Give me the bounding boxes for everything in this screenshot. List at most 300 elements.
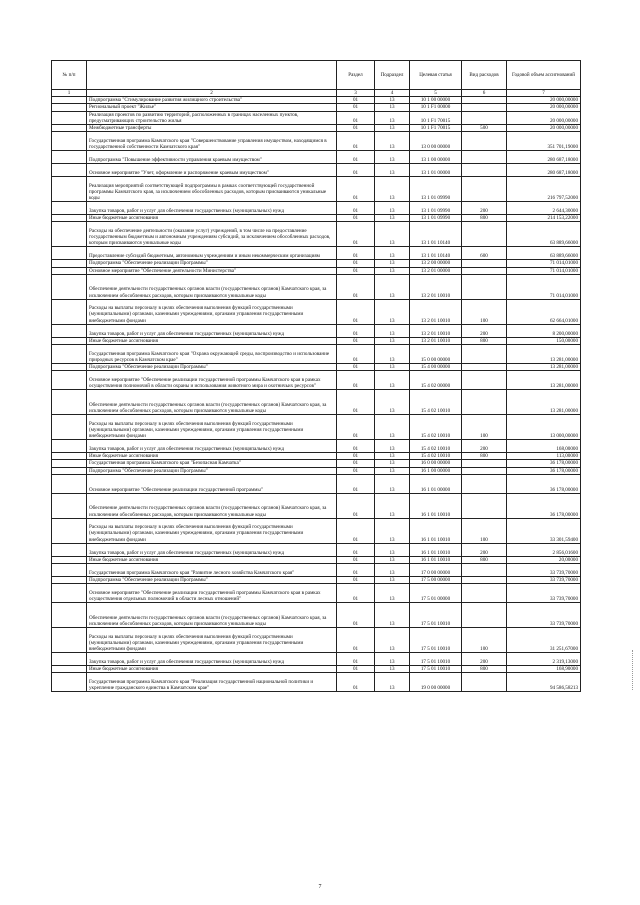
cell-subsection: 13 xyxy=(375,111,410,124)
cell-section: 01 xyxy=(337,628,375,653)
cell-expense-type: 100 xyxy=(462,299,507,324)
cell-amount: 2 319,13000 xyxy=(507,653,581,666)
cell-name: Обеспечение деятельности государственных органов власти (государственных органов) Камчатского края, за исключением обособленных расходов, которым присваиваются уникальные коды xyxy=(87,390,337,415)
cell-amount: 13 000,00000 xyxy=(507,415,581,440)
cell-subsection: 13 xyxy=(375,556,410,563)
cell-num xyxy=(52,247,87,260)
table-row xyxy=(52,125,581,132)
cell-section: 01 xyxy=(337,125,375,132)
table-row xyxy=(52,415,581,440)
cell-num xyxy=(52,164,87,177)
column-number-row xyxy=(52,90,581,97)
table-row xyxy=(52,177,581,202)
table-row xyxy=(52,603,581,628)
cell-subsection: 13 xyxy=(375,151,410,164)
cell-name: Обеспечение деятельности государственных органов власти (государственных органов) Камчатского края, за исключением обособленных расходов, которым присваиваются уникальные коды xyxy=(87,603,337,628)
table-row xyxy=(52,164,581,177)
cell-target-article: 13 2 01 10010 xyxy=(410,337,462,344)
cell-target-article: 13 2 01 10010 xyxy=(410,299,462,324)
cell-subsection: 13 xyxy=(375,202,410,215)
table-row xyxy=(52,132,581,151)
cell-name: Государственная программа Камчатского края "Безопасная Камчатка" xyxy=(87,460,337,467)
cell-expense-type: 800 xyxy=(462,337,507,344)
cell-expense-type xyxy=(462,493,507,518)
col-header-expense-type: Вид расходов xyxy=(462,61,507,90)
cell-amount: 20,00000 xyxy=(507,556,581,563)
cell-expense-type xyxy=(462,151,507,164)
table-header-row xyxy=(52,61,581,90)
cell-target-article: 13 2 00 00000 xyxy=(410,260,462,267)
cell-section: 01 xyxy=(337,164,375,177)
cell-name: Основное мероприятие "Обеспечение деятельности Министерства" xyxy=(87,267,337,274)
cell-target-article: 10 1 F1 70015 xyxy=(410,111,462,124)
cell-section: 01 xyxy=(337,267,375,274)
cell-subsection: 13 xyxy=(375,577,410,584)
table-row xyxy=(52,260,581,267)
cell-name: Реализация мероприятий соответствующей подпрограммы в рамках соответствующей государственной программы Камчатского края, за исключением обособленных расходов, которым присваиваются уникальные коды xyxy=(87,177,337,202)
table-row xyxy=(52,364,581,371)
cell-num xyxy=(52,337,87,344)
cell-subsection: 13 xyxy=(375,364,410,371)
cell-target-article: 10 1 F1 70015 xyxy=(410,125,462,132)
cell-name: Подпрограмма "Обеспечение реализации Программы" xyxy=(87,364,337,371)
cell-amount: 2 644,30000 xyxy=(507,202,581,215)
table-row xyxy=(52,584,581,603)
cell-num xyxy=(52,415,87,440)
table-row xyxy=(52,673,581,692)
cell-subsection: 13 xyxy=(375,177,410,202)
cell-expense-type xyxy=(462,603,507,628)
cell-expense-type: 200 xyxy=(462,202,507,215)
cell-expense-type: 800 xyxy=(462,666,507,673)
table-row xyxy=(52,628,581,653)
cell-expense-type xyxy=(462,577,507,584)
cell-name: Закупка товаров, работ и услуг для обеспечения государственных (муниципальных) нужд xyxy=(87,440,337,453)
cell-target-article: 16 1 01 10010 xyxy=(410,543,462,556)
cell-num xyxy=(52,202,87,215)
cell-section: 01 xyxy=(337,345,375,364)
cell-num xyxy=(52,577,87,584)
cell-section: 01 xyxy=(337,673,375,692)
cell-expense-type xyxy=(462,260,507,267)
cell-num xyxy=(52,673,87,692)
cell-amount: 20 000,00000 xyxy=(507,111,581,124)
table-row xyxy=(52,324,581,337)
cell-subsection: 13 xyxy=(375,453,410,460)
cell-expense-type xyxy=(462,460,507,467)
col-num: 1 xyxy=(52,90,87,97)
cell-target-article: 15 4 02 10010 xyxy=(410,453,462,460)
table-row xyxy=(52,202,581,215)
cell-target-article: 17 5 01 10010 xyxy=(410,603,462,628)
col-header-annual-amount: Годовой объем ассигнований xyxy=(507,61,581,90)
cell-target-article: 13 1 01 10140 xyxy=(410,247,462,260)
cell-section: 01 xyxy=(337,453,375,460)
cell-section: 01 xyxy=(337,460,375,467)
cell-section: 01 xyxy=(337,260,375,267)
cell-expense-type xyxy=(462,371,507,390)
cell-subsection: 13 xyxy=(375,518,410,543)
cell-name: Закупка товаров, работ и услуг для обеспечения государственных (муниципальных) нужд xyxy=(87,653,337,666)
cell-name: Подпрограмма "Обеспечение реализации Программы" xyxy=(87,577,337,584)
cell-subsection: 13 xyxy=(375,493,410,518)
cell-amount: 63 889,66000 xyxy=(507,247,581,260)
cell-expense-type xyxy=(462,177,507,202)
cell-amount: 13 281,00000 xyxy=(507,364,581,371)
cell-amount: 20 000,00000 xyxy=(507,125,581,132)
budget-table xyxy=(51,60,581,692)
cell-section: 01 xyxy=(337,474,375,493)
cell-num xyxy=(52,364,87,371)
table-row xyxy=(52,247,581,260)
cell-target-article: 13 1 01 09990 xyxy=(410,177,462,202)
cell-target-article: 16 1 01 10010 xyxy=(410,556,462,563)
cell-subsection: 13 xyxy=(375,603,410,628)
cell-expense-type xyxy=(462,104,507,111)
table-row xyxy=(52,274,581,299)
cell-section: 01 xyxy=(337,222,375,247)
cell-section: 01 xyxy=(337,247,375,260)
cell-name: Иные бюджетные ассигнования xyxy=(87,215,337,222)
cell-subsection: 13 xyxy=(375,467,410,474)
cell-target-article: 16 1 01 10010 xyxy=(410,518,462,543)
cell-num xyxy=(52,151,87,164)
cell-section: 01 xyxy=(337,132,375,151)
cell-amount: 280 687,18000 xyxy=(507,164,581,177)
cell-name: Государственная программа Камчатского края "Охрана окружающей среды, воспроизводство и использование природных ресурсов в Камчатском крае" xyxy=(87,345,337,364)
budget-table-page xyxy=(51,60,580,692)
cell-expense-type: 500 xyxy=(462,125,507,132)
cell-target-article: 15 0 00 00000 xyxy=(410,345,462,364)
cell-target-article: 17 5 01 10010 xyxy=(410,628,462,653)
table-row xyxy=(52,453,581,460)
cell-target-article: 16 1 01 10010 xyxy=(410,493,462,518)
cell-subsection: 13 xyxy=(375,474,410,493)
cell-num xyxy=(52,460,87,467)
cell-section: 01 xyxy=(337,151,375,164)
table-row xyxy=(52,493,581,518)
cell-target-article: 17 5 01 00000 xyxy=(410,584,462,603)
table-row xyxy=(52,371,581,390)
table-row xyxy=(52,215,581,222)
cell-target-article: 15 4 02 10010 xyxy=(410,390,462,415)
cell-num xyxy=(52,543,87,556)
cell-num xyxy=(52,666,87,673)
cell-num xyxy=(52,653,87,666)
cell-section: 01 xyxy=(337,371,375,390)
cell-amount: 150,00000 xyxy=(507,337,581,344)
cell-section: 01 xyxy=(337,324,375,337)
col-header-section: Раздел xyxy=(337,61,375,90)
cell-expense-type xyxy=(462,584,507,603)
cell-target-article: 15 4 02 10010 xyxy=(410,440,462,453)
cell-target-article: 13 2 01 10010 xyxy=(410,324,462,337)
cell-target-article: 19 0 00 00000 xyxy=(410,673,462,692)
col-num: 6 xyxy=(462,90,507,97)
table-row xyxy=(52,666,581,673)
cell-subsection: 13 xyxy=(375,666,410,673)
cell-subsection: 13 xyxy=(375,215,410,222)
cell-name: Иные бюджетные ассигнования xyxy=(87,556,337,563)
cell-num xyxy=(52,564,87,577)
cell-subsection: 13 xyxy=(375,267,410,274)
cell-section: 01 xyxy=(337,390,375,415)
cell-section: 01 xyxy=(337,111,375,124)
cell-name: Региональный проект "Жилье" xyxy=(87,104,337,111)
cell-amount: 216 797,52000 xyxy=(507,177,581,202)
col-num: 3 xyxy=(337,90,375,97)
cell-target-article: 16 1 01 00000 xyxy=(410,474,462,493)
cell-amount: 71 014,01000 xyxy=(507,260,581,267)
cell-name: Иные бюджетные ассигнования xyxy=(87,666,337,673)
cell-target-article: 13 1 01 09990 xyxy=(410,215,462,222)
cell-name: Обеспечение деятельности государственных органов власти (государственных органов) Камчатского края, за исключением обособленных расходов, которым присваиваются уникальные коды xyxy=(87,493,337,518)
cell-subsection: 13 xyxy=(375,222,410,247)
cell-num xyxy=(52,584,87,603)
cell-amount: 351 701,19000 xyxy=(507,132,581,151)
cell-num xyxy=(52,299,87,324)
table-row xyxy=(52,460,581,467)
cell-subsection: 13 xyxy=(375,299,410,324)
table-body xyxy=(52,97,581,692)
cell-expense-type xyxy=(462,345,507,364)
cell-target-article: 13 2 01 00000 xyxy=(410,267,462,274)
cell-expense-type: 800 xyxy=(462,215,507,222)
cell-section: 01 xyxy=(337,666,375,673)
cell-amount: 31 251,67000 xyxy=(507,628,581,653)
cell-name: Подпрограмма "Повышение эффективности управления краевым имуществом" xyxy=(87,151,337,164)
cell-name: Государственная программа Камчатского края "Совершенствование управления имуществом, находящимся в государственной собственности Камчатского края" xyxy=(87,132,337,151)
cell-target-article: 17 0 00 00000 xyxy=(410,564,462,577)
cell-subsection: 13 xyxy=(375,673,410,692)
cell-expense-type: 200 xyxy=(462,653,507,666)
cell-subsection: 13 xyxy=(375,132,410,151)
cell-name: Расходы на выплаты персоналу в целях обеспечения выполнения функций государственными (муниципальными) органами, казенными учреждениями, органами управления государственными внебюджетными фондами xyxy=(87,299,337,324)
cell-amount: 33 301,59400 xyxy=(507,518,581,543)
cell-num xyxy=(52,467,87,474)
cell-expense-type: 100 xyxy=(462,518,507,543)
cell-expense-type: 800 xyxy=(462,556,507,563)
cell-amount: 13 281,00000 xyxy=(507,390,581,415)
cell-num xyxy=(52,371,87,390)
cell-name: Основное мероприятие "Обеспечение реализации государственной программы Камчатского края в рамках осуществления полномочий в области охраны и использования животного мира и охотничьих ресурсов" xyxy=(87,371,337,390)
cell-num xyxy=(52,104,87,111)
cell-name: Иные бюджетные ассигнования xyxy=(87,453,337,460)
cell-amount: 36 178,00000 xyxy=(507,467,581,474)
cell-subsection: 13 xyxy=(375,337,410,344)
cell-expense-type: 200 xyxy=(462,543,507,556)
cell-target-article: 17 5 01 10010 xyxy=(410,666,462,673)
cell-expense-type xyxy=(462,364,507,371)
cell-target-article: 10 1 00 00000 xyxy=(410,97,462,104)
cell-amount: 2 856,01600 xyxy=(507,543,581,556)
cell-name: Расходы на выплаты персоналу в целях обеспечения выполнения функций государственными (муниципальными) органами, казенными учреждениями, органами управления государственными внебюджетными фондами xyxy=(87,415,337,440)
cell-subsection: 13 xyxy=(375,440,410,453)
cell-amount: 13 281,00000 xyxy=(507,345,581,364)
table-row xyxy=(52,104,581,111)
cell-num xyxy=(52,493,87,518)
cell-expense-type: 100 xyxy=(462,415,507,440)
cell-amount: 33 739,70000 xyxy=(507,577,581,584)
cell-target-article: 13 1 01 10140 xyxy=(410,222,462,247)
cell-section: 01 xyxy=(337,337,375,344)
cell-section: 01 xyxy=(337,215,375,222)
cell-name: Иные бюджетные ассигнования xyxy=(87,337,337,344)
cell-section: 01 xyxy=(337,299,375,324)
table-row xyxy=(52,518,581,543)
cell-num xyxy=(52,518,87,543)
cell-amount: 214 153,22000 xyxy=(507,215,581,222)
col-header-name xyxy=(87,61,337,90)
cell-section: 01 xyxy=(337,467,375,474)
col-num: 5 xyxy=(410,90,462,97)
cell-expense-type xyxy=(462,474,507,493)
cell-subsection: 13 xyxy=(375,345,410,364)
cell-expense-type: 600 xyxy=(462,247,507,260)
cell-name: Основное мероприятие "Учет, оформление и распоряжение краевым имуществом" xyxy=(87,164,337,177)
table-row xyxy=(52,474,581,493)
cell-section: 01 xyxy=(337,274,375,299)
cell-target-article: 15 4 00 00000 xyxy=(410,364,462,371)
cell-amount: 33 739,70000 xyxy=(507,564,581,577)
cell-amount: 71 014,01000 xyxy=(507,267,581,274)
cell-name: Предоставление субсидий бюджетным, автономным учреждениям и иным некоммерческим организациям xyxy=(87,247,337,260)
cell-target-article: 17 5 00 00000 xyxy=(410,577,462,584)
cell-subsection: 13 xyxy=(375,104,410,111)
cell-section: 01 xyxy=(337,603,375,628)
cell-section: 01 xyxy=(337,177,375,202)
cell-subsection: 13 xyxy=(375,97,410,104)
cell-section: 01 xyxy=(337,493,375,518)
cell-section: 01 xyxy=(337,518,375,543)
cell-amount: 20 000,00000 xyxy=(507,97,581,104)
cell-name: Подпрограмма "Обеспечение реализации Программы" xyxy=(87,467,337,474)
cell-target-article: 15 4 02 10010 xyxy=(410,415,462,440)
cell-name: Обеспечение деятельности государственных органов власти (государственных органов) Камчатского края, за исключением обособленных расходов, которым присваиваются уникальные коды xyxy=(87,274,337,299)
cell-name: Закупка товаров, работ и услуг для обеспечения государственных (муниципальных) нужд xyxy=(87,543,337,556)
table-row xyxy=(52,267,581,274)
table-row xyxy=(52,390,581,415)
cell-section: 01 xyxy=(337,97,375,104)
cell-expense-type xyxy=(462,564,507,577)
cell-expense-type xyxy=(462,267,507,274)
cell-name: Расходы на выплаты персоналу в целях обеспечения выполнения функций государственными (муниципальными) органами, казенными учреждениями, органами управления государственными внебюджетными фондами xyxy=(87,628,337,653)
table-row xyxy=(52,337,581,344)
cell-name: Расходы на выплаты персоналу в целях обеспечения выполнения функций государственными (муниципальными) органами, казенными учреждениями, органами управления государственными внебюджетными фондами xyxy=(87,518,337,543)
cell-num xyxy=(52,215,87,222)
cell-num xyxy=(52,222,87,247)
cell-amount: 8 200,00000 xyxy=(507,324,581,337)
cell-target-article: 16 1 00 00000 xyxy=(410,467,462,474)
cell-expense-type xyxy=(462,164,507,177)
table-row xyxy=(52,97,581,104)
cell-amount: 94 586,58213 xyxy=(507,673,581,692)
cell-num xyxy=(52,603,87,628)
cell-section: 01 xyxy=(337,364,375,371)
cell-expense-type xyxy=(462,390,507,415)
cell-amount: 20 000,00000 xyxy=(507,104,581,111)
cell-expense-type xyxy=(462,467,507,474)
cell-amount: 168,00000 xyxy=(507,440,581,453)
cell-subsection: 13 xyxy=(375,247,410,260)
cell-amount: 63 889,66000 xyxy=(507,222,581,247)
cell-expense-type xyxy=(462,97,507,104)
cell-section: 01 xyxy=(337,440,375,453)
col-num: 7 xyxy=(507,90,581,97)
cell-amount: 113,00000 xyxy=(507,453,581,460)
cell-section: 01 xyxy=(337,577,375,584)
cell-num xyxy=(52,345,87,364)
cell-section: 01 xyxy=(337,564,375,577)
table-row xyxy=(52,440,581,453)
cell-subsection: 13 xyxy=(375,460,410,467)
cell-amount: 36 178,00000 xyxy=(507,474,581,493)
cell-num xyxy=(52,556,87,563)
cell-expense-type xyxy=(462,222,507,247)
cell-name: Реализация проектов по развитию территорий, расположенных в границах населенных пунктов, предусматривающих строительство жилья xyxy=(87,111,337,124)
cell-num xyxy=(52,440,87,453)
cell-num xyxy=(52,474,87,493)
cell-num xyxy=(52,390,87,415)
cell-name: Межбюджетные трансферты xyxy=(87,125,337,132)
cell-expense-type: 100 xyxy=(462,628,507,653)
cell-section: 01 xyxy=(337,202,375,215)
cell-subsection: 13 xyxy=(375,628,410,653)
table-row xyxy=(52,299,581,324)
cell-section: 01 xyxy=(337,556,375,563)
cell-num xyxy=(52,125,87,132)
cell-expense-type xyxy=(462,274,507,299)
cell-num xyxy=(52,324,87,337)
cell-amount: 71 014,01000 xyxy=(507,274,581,299)
cell-name: Государственная программа Камчатского края "Реализация государственной национальной политики и укрепление гражданского единства в Камчатском крае" xyxy=(87,673,337,692)
cell-subsection: 13 xyxy=(375,415,410,440)
cell-target-article: 17 5 01 10010 xyxy=(410,653,462,666)
cell-section: 01 xyxy=(337,584,375,603)
cell-expense-type: 800 xyxy=(462,453,507,460)
cell-expense-type: 200 xyxy=(462,324,507,337)
cell-amount: 13 281,00000 xyxy=(507,371,581,390)
page-number: 7 xyxy=(318,884,322,890)
cell-subsection: 13 xyxy=(375,653,410,666)
cell-subsection: 13 xyxy=(375,543,410,556)
cell-subsection: 13 xyxy=(375,260,410,267)
cell-subsection: 13 xyxy=(375,371,410,390)
cell-section: 01 xyxy=(337,415,375,440)
cell-expense-type xyxy=(462,111,507,124)
cell-num xyxy=(52,177,87,202)
col-header-number: № п/п xyxy=(52,61,87,90)
table-row xyxy=(52,222,581,247)
table-row xyxy=(52,577,581,584)
table-row xyxy=(52,543,581,556)
cell-num xyxy=(52,260,87,267)
cell-num xyxy=(52,628,87,653)
table-row xyxy=(52,111,581,124)
cell-expense-type xyxy=(462,132,507,151)
cell-name: Основное мероприятие "Обеспечение реализации государственной программы" xyxy=(87,474,337,493)
cell-section: 01 xyxy=(337,653,375,666)
cell-num xyxy=(52,111,87,124)
cell-amount: 168,90000 xyxy=(507,666,581,673)
cell-target-article: 16 0 00 00000 xyxy=(410,460,462,467)
cell-name: Подпрограмма "Обеспечение реализации Программы" xyxy=(87,260,337,267)
cell-subsection: 13 xyxy=(375,390,410,415)
table-row xyxy=(52,556,581,563)
cell-num xyxy=(52,132,87,151)
cell-subsection: 13 xyxy=(375,564,410,577)
col-header-target-article: Целевая статья xyxy=(410,61,462,90)
